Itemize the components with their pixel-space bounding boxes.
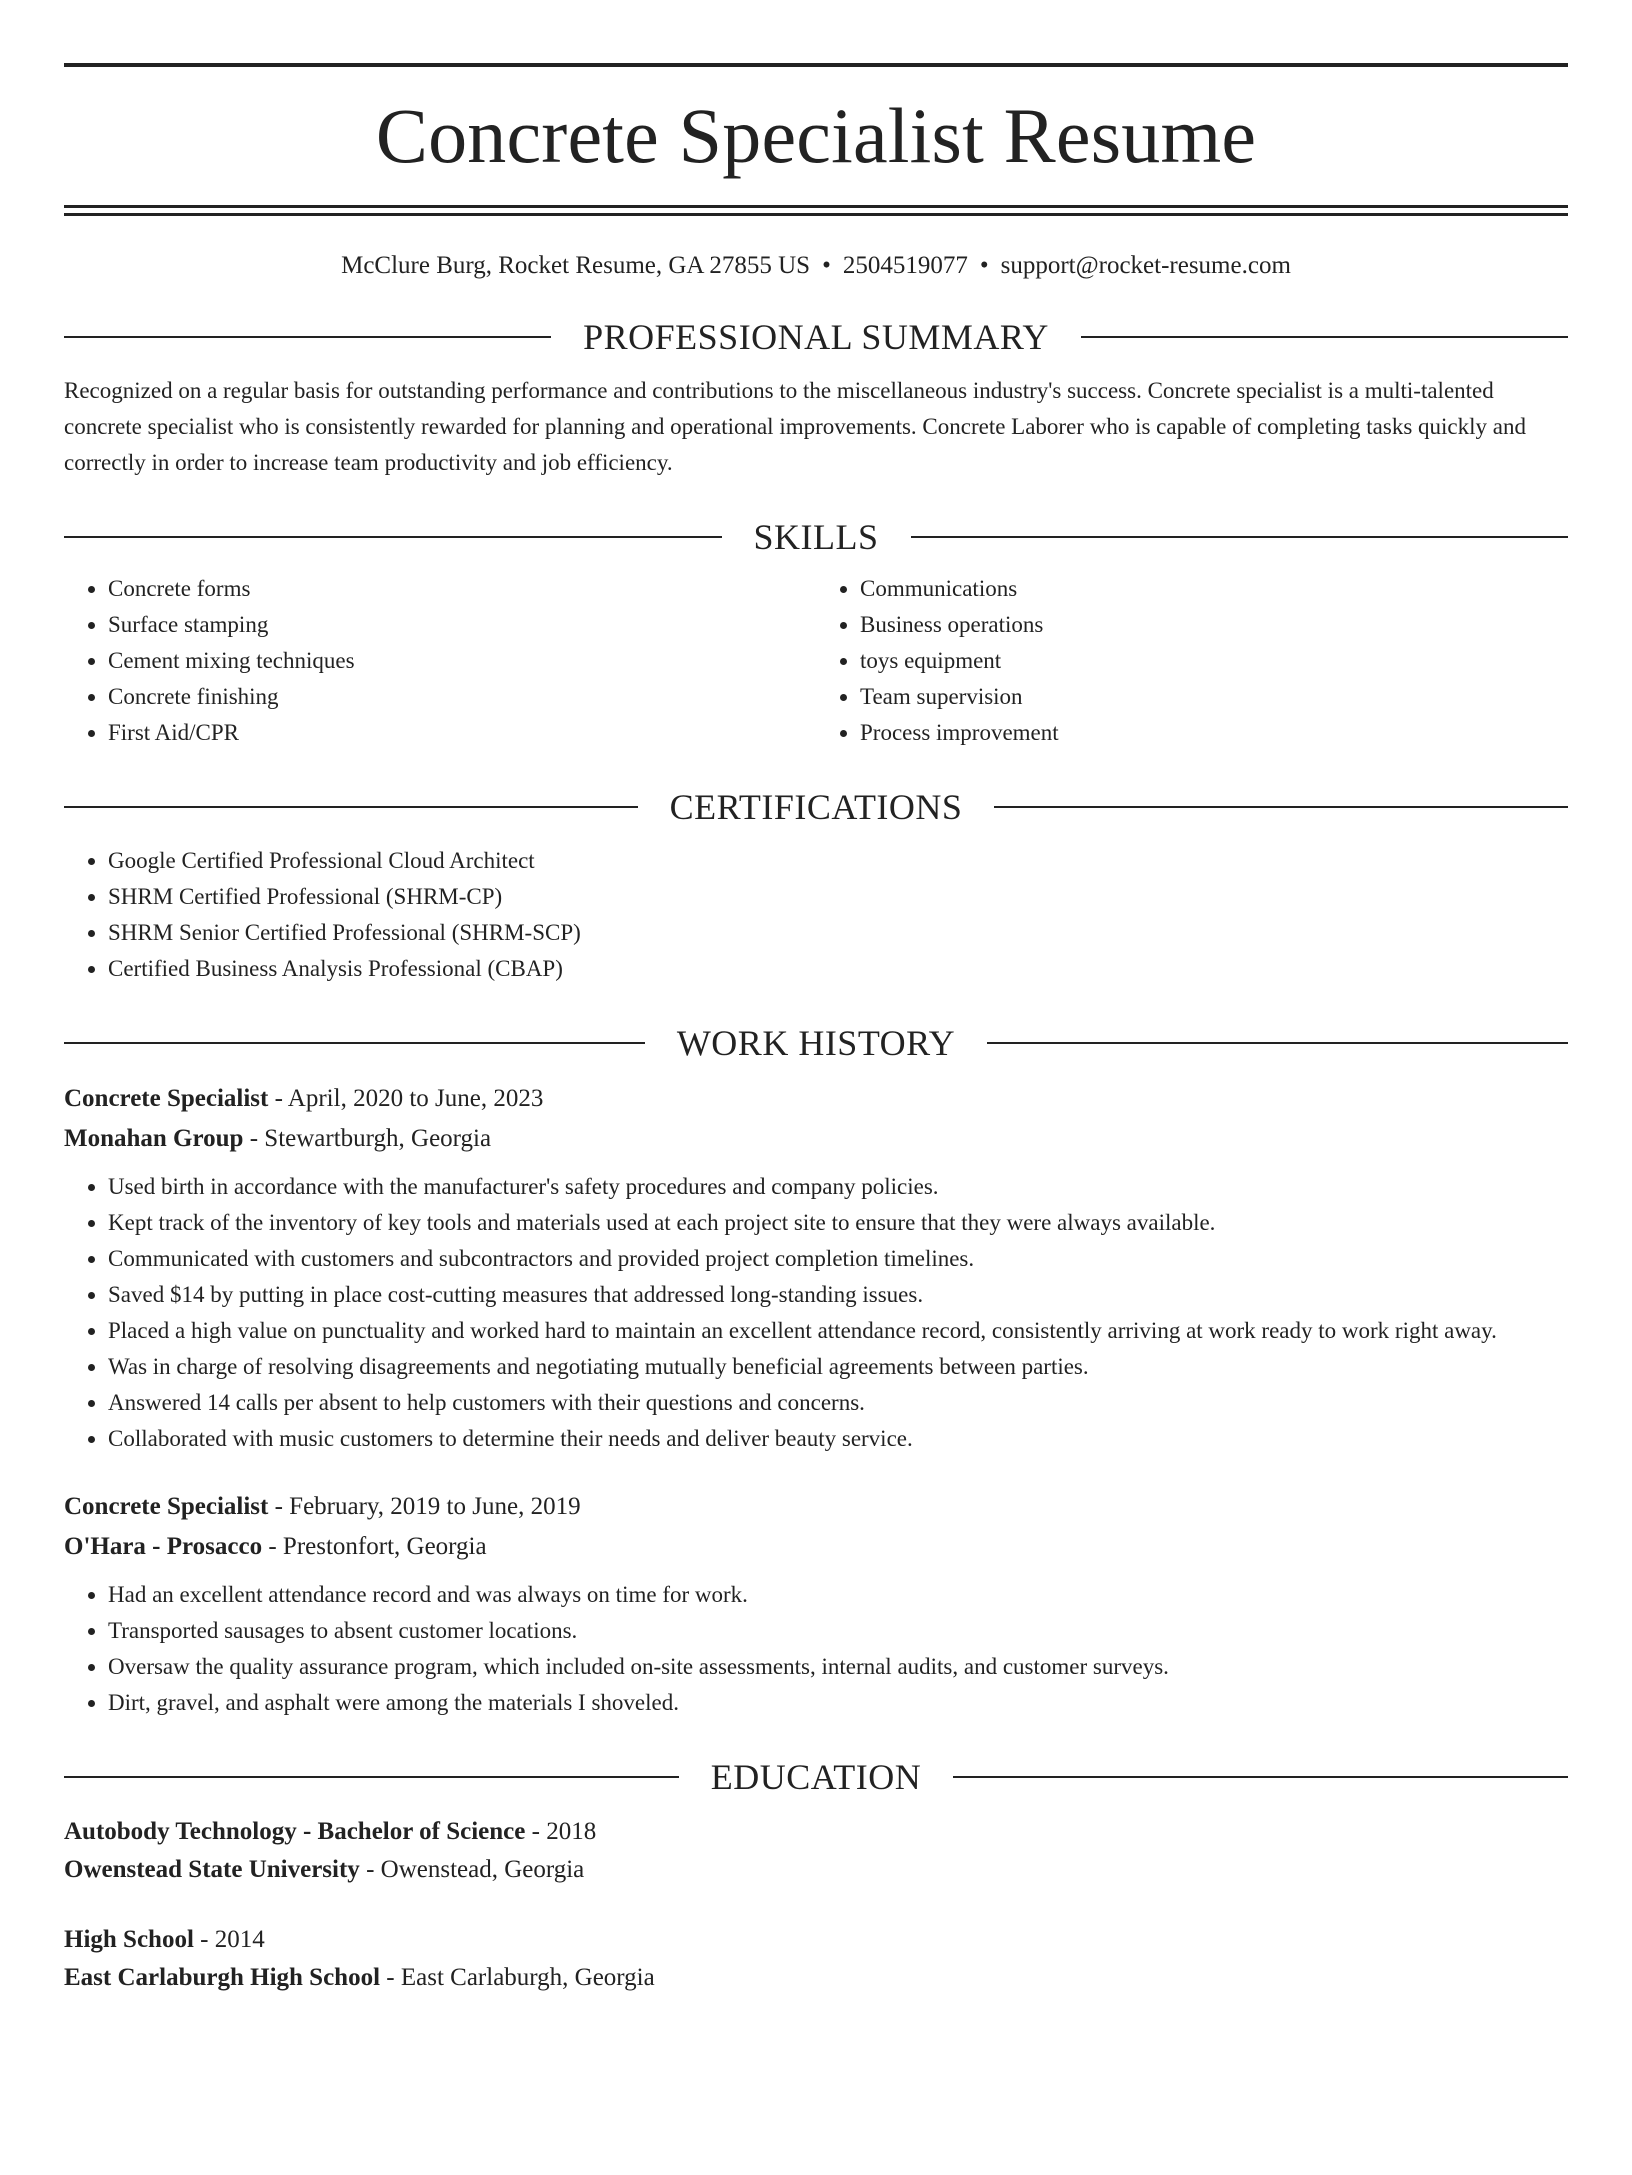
heading-rule <box>994 806 1568 808</box>
job-bullet: • Saved $14 by putting in place cost-cutting measures that addressed long-standing issues. <box>108 1277 1568 1313</box>
education-degree-line <box>64 1813 1568 1851</box>
skill-item: • Surface stamping <box>108 607 816 643</box>
job-title-line <box>64 1487 1568 1527</box>
skill-item: • Cement mixing techniques <box>108 643 816 679</box>
resume-page <box>0 63 1632 2175</box>
job-bullet: • Answered 14 calls per absent to help customers with their questions and concerns. <box>108 1385 1568 1421</box>
education-school: Owenstead State University <box>64 1856 360 1883</box>
section-title: EDUCATION <box>710 1757 922 1797</box>
skills-list <box>64 571 1568 751</box>
job-role: Concrete Specialist <box>64 1493 269 1520</box>
job-bullet: • Transported sausages to absent customer locations. <box>108 1613 1568 1649</box>
summary-text: Recognized on a regular basis for outstanding performance and contributions to the miscellaneous industry's success. Concrete specialist is a multi-talented concrete specialist who is consistently rewarded for planning and operational improvements. Concrete Laborer who is capable of completing tasks quickly and correctly in order to increase team productivity and job efficiency. <box>64 378 1526 475</box>
section-heading-summary <box>64 315 1568 359</box>
heading-rule <box>64 1042 645 1044</box>
section-heading-certifications <box>64 785 1568 829</box>
section-title: CERTIFICATIONS <box>669 787 963 827</box>
education-year: - 2018 <box>525 1818 597 1845</box>
job-bullet: • Was in charge of resolving disagreements and negotiating mutually beneficial agreements between parties. <box>108 1349 1568 1385</box>
contact-separator: • <box>979 252 989 279</box>
skills-column-left <box>64 571 816 751</box>
certification-item: • Certified Business Analysis Professional (CBAP) <box>108 951 1568 987</box>
certifications-list <box>64 843 1568 987</box>
skills-column-right <box>816 571 1568 751</box>
job-bullet: • Collaborated with music customers to determine their needs and deliver beauty service. <box>108 1421 1568 1457</box>
education-year: - 2014 <box>193 1926 265 1953</box>
job-bullet: • Placed a high value on punctuality and worked hard to maintain an excellent attendance record, consistently arriving at work ready to work right away. <box>108 1313 1568 1349</box>
skill-item: • toys equipment <box>860 643 1568 679</box>
education-entry <box>64 1921 1568 1997</box>
skill-item: • Business operations <box>860 607 1568 643</box>
job-location: - Stewartburgh, Georgia <box>243 1125 492 1152</box>
job-bullet: • Oversaw the quality assurance program, which included on-site assessments, internal audits, and customer surveys. <box>108 1649 1568 1685</box>
section-title: PROFESSIONAL SUMMARY <box>583 317 1049 357</box>
skill-item: • Communications <box>860 571 1568 607</box>
education-degree: High School <box>64 1926 194 1953</box>
job-dates: - April, 2020 to June, 2023 <box>268 1085 544 1112</box>
skill-item: • Team supervision <box>860 679 1568 715</box>
contact-phone: 2504519077 <box>842 252 968 279</box>
job-bullet: • Dirt, gravel, and asphalt were among the materials I shoveled. <box>108 1685 1568 1721</box>
job-bullet: • Used birth in accordance with the manufacturer's safety procedures and company policies. <box>108 1169 1568 1205</box>
job-company: Monahan Group <box>64 1125 244 1152</box>
page-title: Concrete Specialist Resume <box>375 92 1257 179</box>
heading-rule <box>64 536 722 538</box>
education-degree-line <box>64 1921 1568 1959</box>
job-bullets <box>64 1577 1568 1721</box>
skill-item: • Concrete finishing <box>108 679 816 715</box>
job-entry <box>64 1079 1568 1457</box>
skill-item: • First Aid/CPR <box>108 715 816 751</box>
heading-rule <box>64 1776 679 1778</box>
job-dates: - February, 2019 to June, 2019 <box>268 1493 581 1520</box>
job-entry <box>64 1487 1568 1721</box>
contact-line <box>64 251 1568 281</box>
section-heading-work <box>64 1021 1568 1065</box>
skill-item: • Process improvement <box>860 715 1568 751</box>
certification-item: • SHRM Senior Certified Professional (SHRM-SCP) <box>108 915 1568 951</box>
section-heading-skills <box>64 515 1568 559</box>
education-school-line <box>64 1959 1568 1997</box>
certification-item: • SHRM Certified Professional (SHRM-CP) <box>108 879 1568 915</box>
job-bullet: • Kept track of the inventory of key tools and materials used at each project site to ensure that they were always available. <box>108 1205 1568 1241</box>
education-location: - East Carlaburgh, Georgia <box>380 1964 655 1991</box>
education-entry <box>64 1813 1568 1889</box>
title-double-rule <box>64 205 1568 216</box>
section-title: WORK HISTORY <box>676 1023 956 1063</box>
heading-rule <box>987 1042 1568 1044</box>
education-degree: Autobody Technology - Bachelor of Science <box>64 1818 526 1845</box>
job-role: Concrete Specialist <box>64 1085 269 1112</box>
job-company-line <box>64 1527 1568 1567</box>
job-bullet: • Communicated with customers and subcontractors and provided project completion timelines. <box>108 1241 1568 1277</box>
job-company: O'Hara - Prosacco <box>64 1533 263 1560</box>
education-school: East Carlaburgh High School <box>64 1964 381 1991</box>
job-company-line <box>64 1119 1568 1159</box>
job-bullets <box>64 1169 1568 1457</box>
contact-separator: • <box>822 252 831 279</box>
contact-address: McClure Burg, Rocket Resume, GA 27855 US <box>341 252 811 279</box>
job-title-line <box>64 1079 1568 1119</box>
education-school-line <box>64 1851 1568 1889</box>
section-title: SKILLS <box>753 517 879 557</box>
heading-rule <box>953 1776 1568 1778</box>
skill-item: • Concrete forms <box>108 571 816 607</box>
job-location: - Prestonfort, Georgia <box>262 1533 487 1560</box>
heading-rule <box>64 336 551 338</box>
job-bullet: • Had an excellent attendance record and was always on time for work. <box>108 1577 1568 1613</box>
certification-item: • Google Certified Professional Cloud Architect <box>108 843 1568 879</box>
education-location: - Owenstead, Georgia <box>359 1856 585 1883</box>
heading-rule <box>911 536 1569 538</box>
heading-rule <box>1081 336 1568 338</box>
heading-rule <box>64 806 638 808</box>
section-heading-education <box>64 1755 1568 1799</box>
contact-email: support@rocket-resume.com <box>1000 252 1291 279</box>
